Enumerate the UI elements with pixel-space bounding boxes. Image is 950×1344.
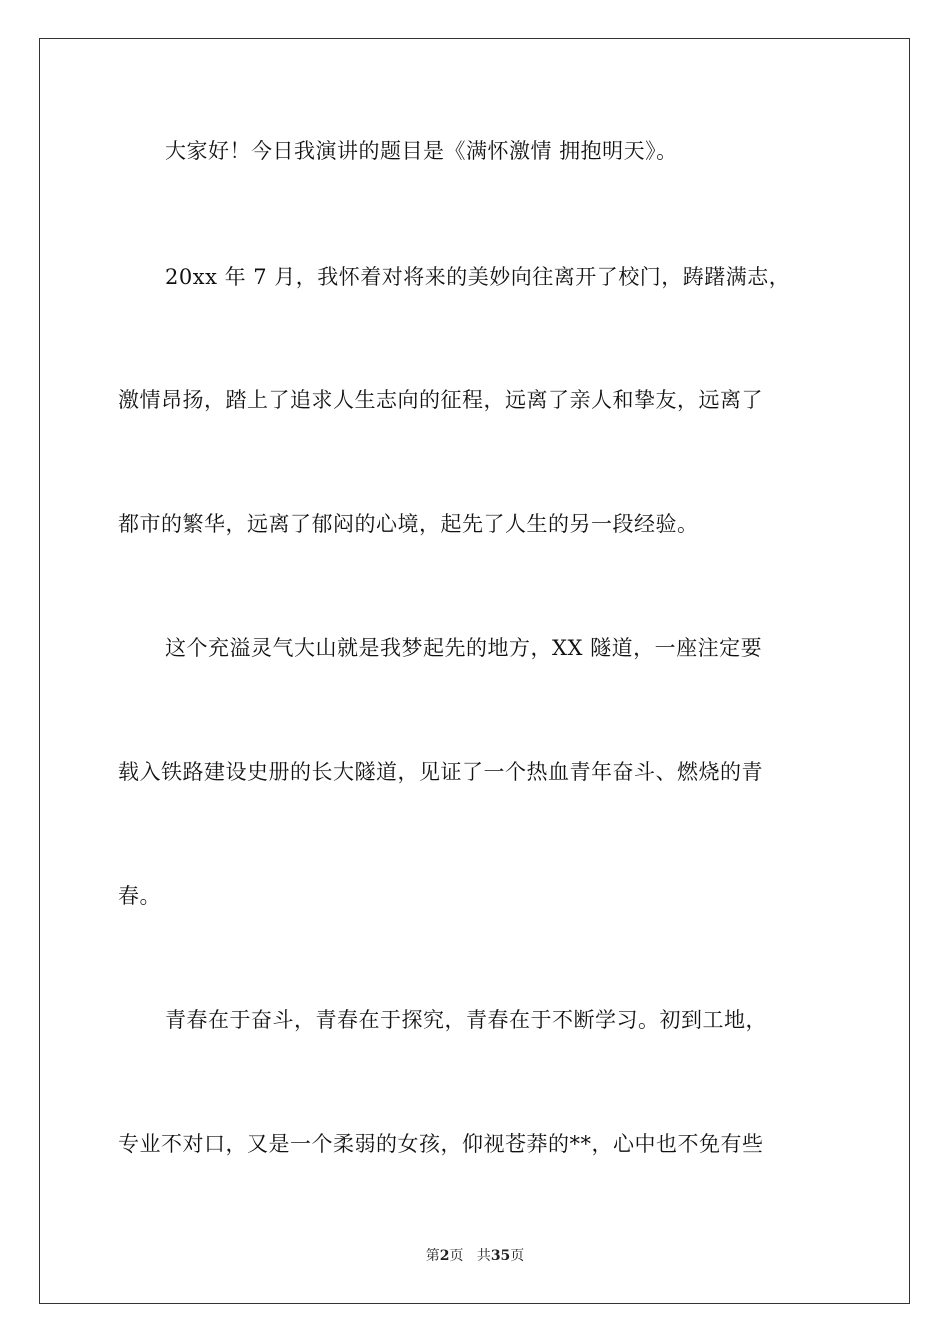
text-line-6: 载入铁路建设史册的长大隧道，见证了一个热血青年奋斗、燃烧的青 [118,760,763,784]
page-number: 2 [439,1248,450,1264]
text-line-5: 这个充溢灵气大山就是我梦起先的地方，XX 隧道，一座注定要 [165,636,763,660]
text-line-2: 20xx 年 7 月，我怀着对将来的美妙向往离开了校门，踌躇满志， [165,265,791,289]
page-prefix: 第 [425,1248,440,1264]
text-line-4: 都市的繁华，远离了郁闷的心境，起先了人生的另一段经验。 [118,512,699,536]
text-line-1: 大家好！今日我演讲的题目是《满怀激情 拥抱明天》。 [165,139,678,163]
page-border [39,38,910,1304]
text-line-9: 专业不对口，又是一个柔弱的女孩，仰视苍莽的**，心中也不免有些 [118,1132,764,1156]
text-line-8: 青春在于奋斗，青春在于探究，青春在于不断学习。初到工地， [165,1008,767,1032]
total-prefix: 共 [476,1248,491,1264]
total-suffix: 页 [510,1248,525,1264]
text-line-3: 激情昂扬，踏上了追求人生志向的征程，远离了亲人和挚友，远离了 [118,388,763,412]
page-footer [0,1246,950,1266]
total-pages: 35 [490,1248,511,1264]
text-line-7: 春。 [118,884,161,908]
page-suffix: 页 [449,1248,464,1264]
